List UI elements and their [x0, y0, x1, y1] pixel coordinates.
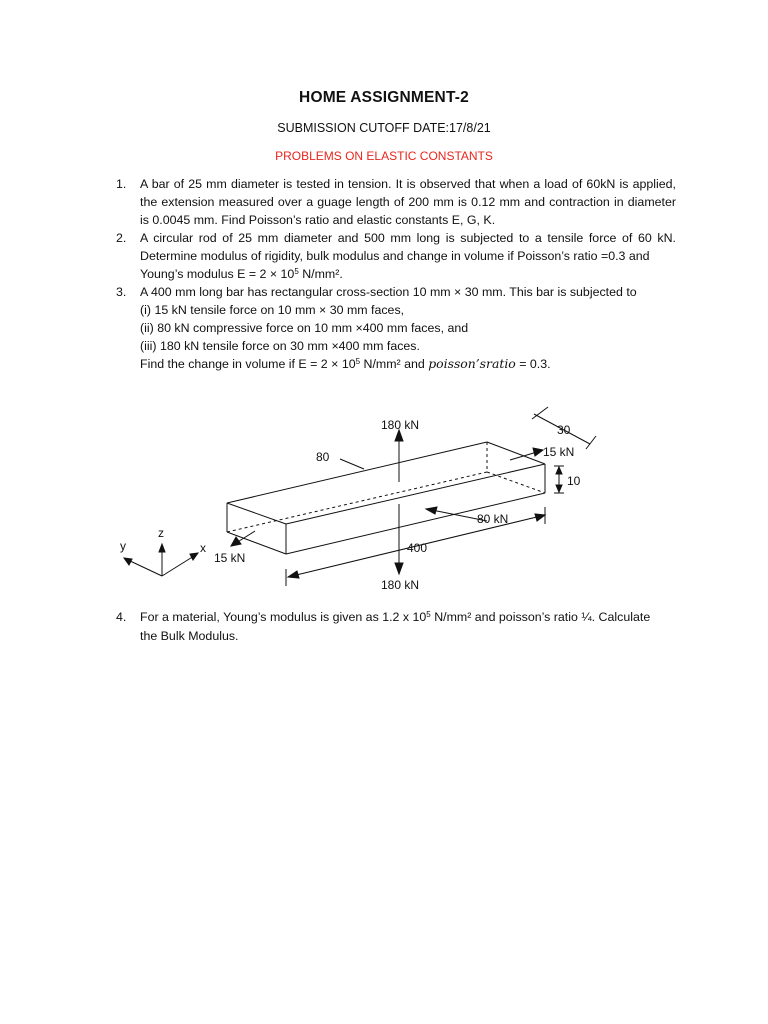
problem-text: A bar of 25 mm diameter is tested in tension. It is observed that when a load of 60kN is applied, the extension measured over a guage length of 200 mm is 0.12 mm and contraction in diameter is 0.0045 mm. Find Poisson’s ratio and elastic constants E, G, K. [140, 177, 676, 227]
arrow-head [556, 467, 562, 474]
label-left-load: 15 kN [214, 551, 246, 565]
label-side-load: 80 kN [477, 512, 509, 526]
label-axis-z: z [158, 526, 164, 540]
arrow-head [231, 537, 241, 546]
problem-number: 3. [116, 285, 127, 299]
load-item: (i) 15 kN tensile force on 10 mm × 30 mm faces, [140, 303, 405, 317]
math-term: poisson’sratio [428, 356, 516, 371]
arrow-head [426, 507, 437, 514]
problem-body [140, 608, 676, 646]
load-item: (ii) 80 kN compressive force on 10 mm ×400 mm faces, and [140, 321, 469, 335]
submission-date: SUBMISSION CUTOFF DATE:17/8/21 [277, 121, 491, 135]
text-fragment: N/mm². [298, 267, 343, 281]
text-fragment: N/mm² and poisson’s ratio ¼. Calculate [430, 610, 651, 624]
arrow-head [124, 558, 132, 565]
arrow-head [556, 485, 562, 492]
text-fragment: N/mm² and [360, 357, 429, 371]
page-title: HOME ASSIGNMENT-2 [299, 89, 469, 106]
label-height: 10 [567, 474, 581, 488]
problem-number: 2. [116, 231, 127, 245]
label-bottom-load: 180 kN [381, 578, 420, 592]
bar-diagram [112, 400, 612, 600]
label-top-load: 180 kN [381, 418, 420, 432]
axis-x [162, 556, 194, 576]
text-fragment: For a material, Young’s modulus is given as 1.2 x 10 [140, 610, 427, 624]
box-edge [227, 503, 286, 524]
problem-text: A circular rod of 25 mm diameter and 500 mm long is subjected to a tensile force of 60 kN. Determine modulus of rigidity, bulk modulus and change in volume if Poisson’s ratio =0.3 and [140, 231, 676, 263]
problem-3 [116, 283, 676, 373]
load-item: (iii) 180 kN tensile force on 30 mm ×400 mm faces. [140, 339, 420, 353]
arrow-head [535, 514, 545, 521]
problem-1 [116, 175, 676, 229]
load-arrow-end [510, 452, 537, 460]
problem-body [140, 283, 676, 373]
problem-text [140, 608, 676, 627]
problem-2 [116, 229, 676, 283]
box-edge [227, 442, 487, 503]
arrow-head [395, 563, 403, 574]
problem-question [140, 355, 676, 373]
problem-number: 4. [116, 610, 127, 624]
leader-line [340, 459, 364, 469]
label-depth: 30 [557, 423, 571, 437]
exponent: 5 [294, 267, 299, 276]
label-end-load: 15 kN [543, 445, 575, 459]
section-heading: PROBLEMS ON ELASTIC CONSTANTS [275, 149, 493, 163]
text-fragment: Young’s modulus E = 2 × 10 [140, 267, 295, 281]
problem-text: the Bulk Modulus. [140, 629, 239, 643]
text-fragment: = 0.3. [515, 357, 551, 371]
exponent: 5 [426, 610, 431, 619]
arrow-head [190, 553, 198, 560]
arrow-head [159, 544, 165, 552]
label-axis-y: y [120, 539, 126, 553]
problem-text-end [140, 265, 676, 283]
label-axis-x: x [200, 541, 206, 555]
text-fragment: Find the change in volume if E = 2 × 10 [140, 357, 356, 371]
problem-list [116, 175, 676, 373]
hidden-edge [227, 472, 487, 532]
label-width: 80 [316, 450, 330, 464]
problem-4-row [116, 608, 676, 646]
problem-number: 1. [116, 177, 127, 191]
problem-text: A 400 mm long bar has rectangular cross-section 10 mm × 30 mm. This bar is subjected to [140, 285, 637, 299]
axis-y [128, 560, 162, 576]
arrow-head [533, 448, 543, 456]
arrow-head [288, 571, 299, 578]
label-length: 400 [407, 541, 428, 555]
problem-4 [116, 608, 676, 646]
problem-body [140, 229, 676, 283]
exponent: 5 [355, 357, 361, 366]
